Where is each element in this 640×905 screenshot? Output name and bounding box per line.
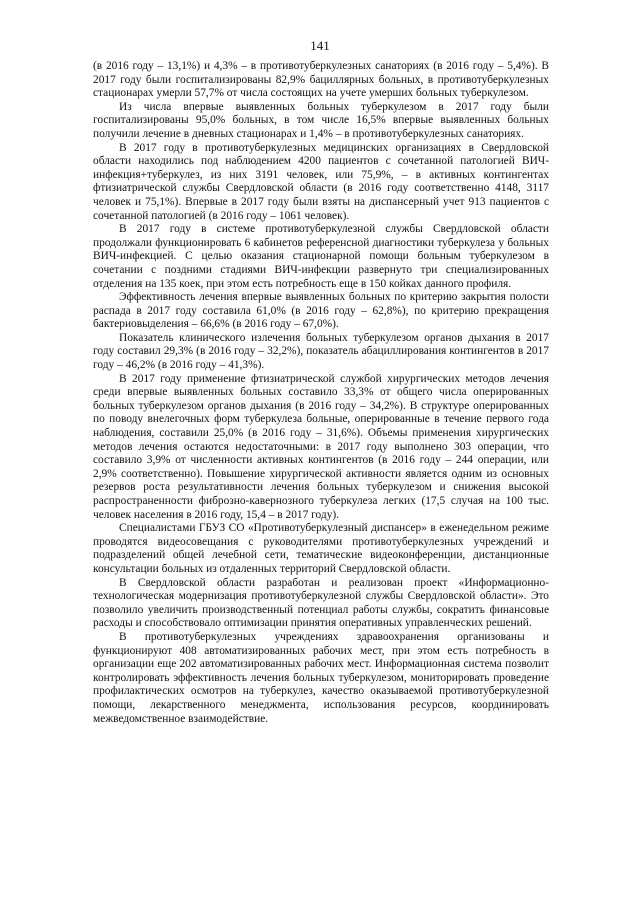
paragraph-hospitalization-continued: (в 2016 году – 13,1%) и 4,3% – в противотуберкулезных санаториях (в 2016 году – 5,4%). В 2017 году были госпитализированы 82,9% бациллярных больных, в противотуберкулезных стационарах умерли 57,7% от числа состоящих на учете умерших больных туберкулезом. (93, 60, 549, 100)
paragraph-newly-detected-hospitalized: Из числа впервые выявленных больных туберкулезом в 2017 году были госпитализированы 95,0% больных, в том числе 16,5% впервые выявленных больных получили лечение в дневных стационарах и 1,4% – в противотуберкулезных санаториях. (93, 100, 549, 140)
paragraph-surgical-methods: В 2017 году применение фтизиатрической службой хирургических методов лечения среди впервые выявленных больных составило 33,3% от общего числа оперированных больных туберкулезом органов дыхания (в 2016 году – 34,2%). В структуре оперированных по поводу внелегочных форм туберкулеза больные, оперированные в течение первого года наблюдения, составили 25,0% (в 2016 году – 31,6%). Объемы применения хирургических методов лечения остаются недостаточными: в 2017 году выполнено 303 операции, что составило 3,9% от численности активных контингентов (в 2016 году – 244 операции, или 2,9% соответственно). Повышение хирургической активности является одним из основных резервов роста результативности лечения больных туберкулезом и снижения высокой распространенности фиброзно-кавернозного туберкулеза легких (17,5 случая на 100 тыс. человек населения в 2016 году, 15,4 – в 2017 году). (93, 372, 549, 521)
paragraph-treatment-effectiveness: Эффективность лечения впервые выявленных больных по критерию закрытия полости распада в 2017 году составила 61,0% (в 2016 году – 62,8%), по критерию прекращения бактериовыделения – 66,6% (в 2016 году – 67,0%). (93, 291, 549, 331)
paragraph-reference-diagnostics: В 2017 году в системе противотуберкулезной службы Свердловской области продолжали функционировать 6 кабинетов референсной диагностики туберкулеза у больных ВИЧ-инфекцией. С целью оказания стационарной помощи больным туберкулезом в сочетании с поздними стадиями ВИЧ-инфекции развернуто три специализированных отделения на 135 коек, при этом есть потребность еще в 150 койках данного профиля. (93, 223, 549, 290)
paragraph-workstations: В противотуберкулезных учреждениях здравоохранения организованы и функционируют 408 автоматизированных рабочих мест, при этом есть потребность в организации еще 202 автоматизированных рабочих мест. Информационная система позволит контролировать эффективность лечения больных туберкулезом, мониторировать проведение профилактических осмотров на туберкулез, качество оказываемой противотуберкулезной помощи, лекарственного менеджмента, использования ресурсов, координировать межведомственное взаимодействие. (93, 630, 549, 725)
page-number: 141 (310, 38, 330, 53)
paragraph-hiv-tb-comorbidity: В 2017 году в противотуберкулезных медицинских организациях в Свердловской области находились под наблюдением 4200 пациентов с сочетанной патологией ВИЧ-инфекция+туберкулез, из них 3191 человек, или 75,9%, – в активных контингентах фтизиатрической службы Свердловской области (в 2016 году соответственно 4148, 3117 человек и 75,1%). Впервые в 2017 году были взяты на диспансерный учет 913 пациентов с сочетанной патологией (в 2016 году – 1061 человек). (93, 141, 549, 222)
paragraph-it-modernization: В Свердловской области разработан и реализован проект «Информационно-технологическая модернизация противотуберкулезной службы Свердловской области». Это позволило увеличить производственный потенциал работы службы, сократить финансовые расходы и способствовало оптимизации принятия оперативных управленческих решений. (93, 576, 549, 630)
paragraph-video-conferences: Специалистами ГБУЗ СО «Противотуберкулезный диспансер» в еженедельном режиме проводятся видеосовещания с руководителями противотуберкулезных учреждений и подразделений общей лечебной сети, тематические видеоконференции, дистанционные консультации больных из отдаленных территорий Свердловской области. (93, 522, 549, 575)
paragraph-clinical-cure-rate: Показатель клинического излечения больных туберкулезом органов дыхания в 2017 году составил 29,3% (в 2016 году – 32,2%), показатель абациллирования контингентов в 2017 году – 46,2% (в 2016 году – 41,3%). (93, 331, 549, 372)
document-body (93, 60, 549, 726)
